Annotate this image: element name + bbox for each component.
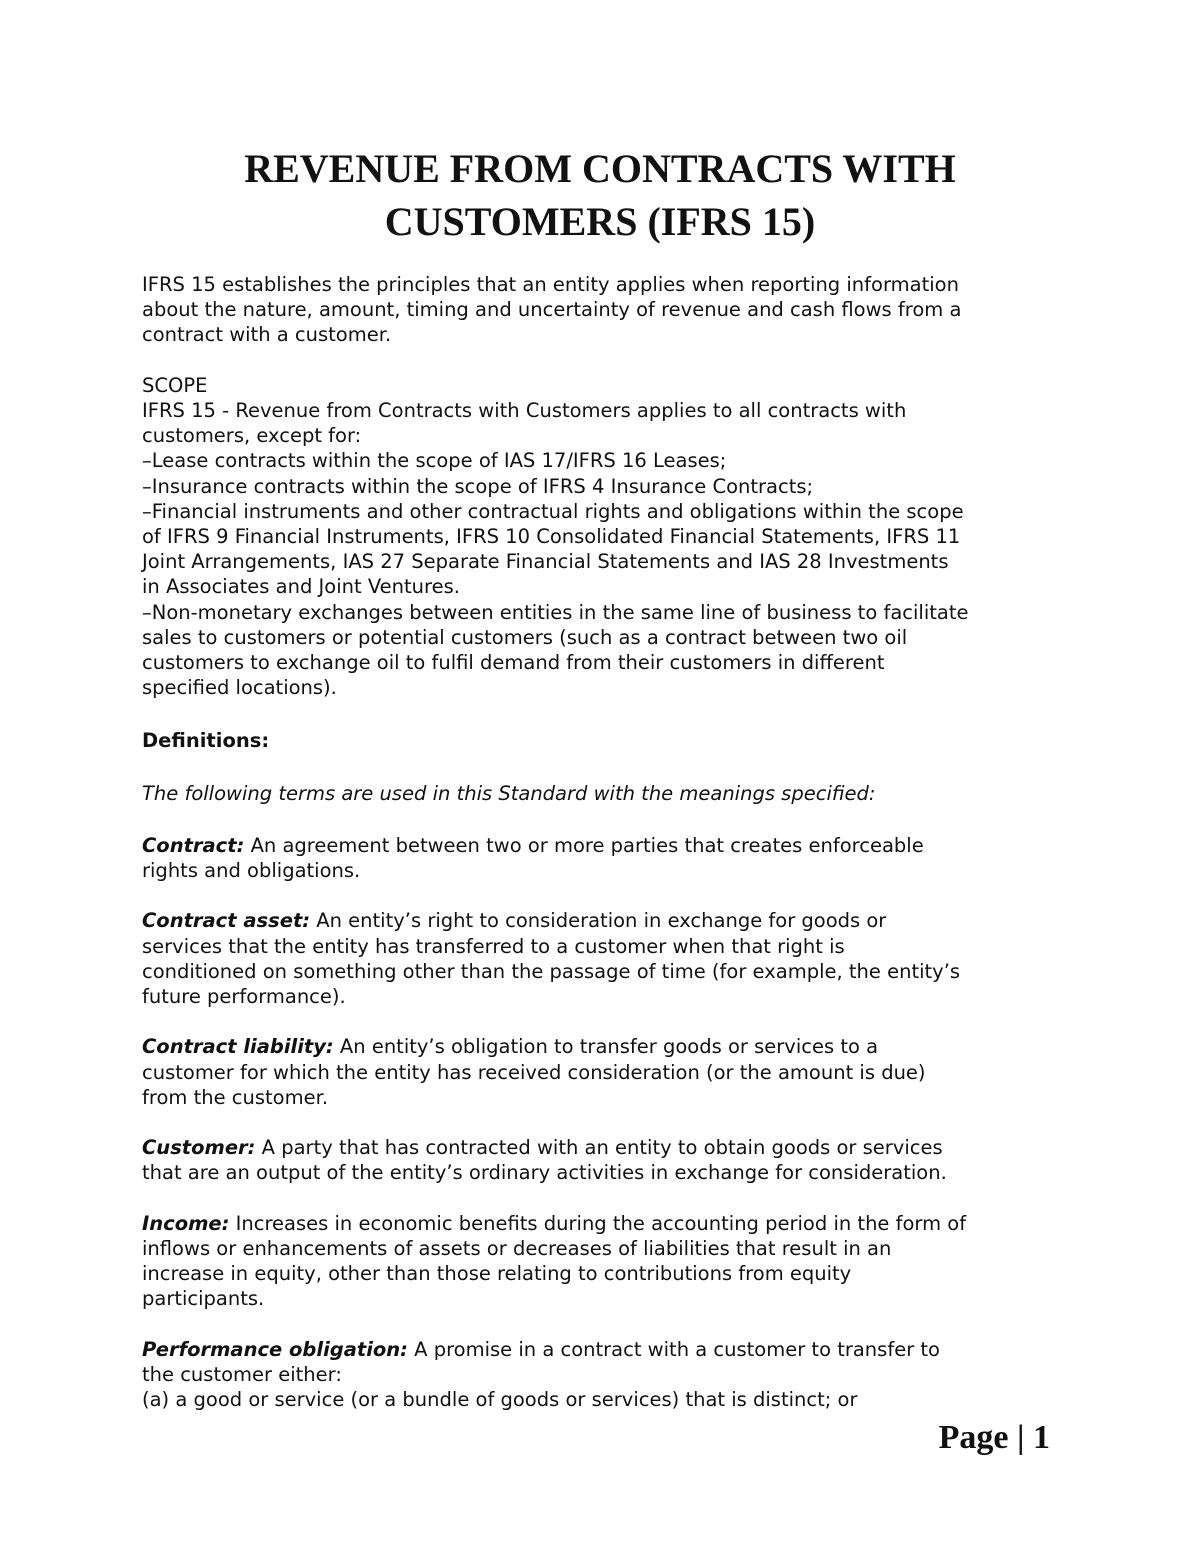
definition-term: Income: [142,1211,230,1235]
definition-text: services that the entity has transferred to a customer when that right is [142,934,845,958]
definition-text: participants. [142,1287,265,1311]
definitions-intro: The following terms are used in this Standard with the meanings specified: [142,781,876,805]
scope-line: customers to exchange oil to fulfil demand from their customers in different [142,651,885,675]
definition-text: An agreement between two or more parties that creates enforceable [244,833,924,857]
definition-text: An entity’s obligation to transfer goods or services to a [333,1035,879,1059]
page-title [0,142,1200,248]
definition-contract [142,833,1092,883]
scope-line: sales to customers or potential customers (such as a contract between two oil [142,625,908,649]
document-body [142,272,1092,1412]
page-number: Page | 1 [938,1419,1050,1456]
intro-line: IFRS 15 establishes the principles that an entity applies when reporting information [142,273,959,296]
definition-text: Increases in economic benefits during the accounting period in the form of [229,1211,967,1235]
definition-text: An entity’s right to consideration in exchange for goods or [310,909,887,933]
definition-text: future performance). [142,985,346,1009]
definition-text: rights and obligations. [142,859,361,883]
definition-text: (a) a good or service (or a bundle of goods or services) that is distinct; or [142,1388,858,1412]
definition-performance-obligation [142,1337,1092,1413]
definition-text: A promise in a contract with a customer to transfer to [407,1337,940,1361]
scope-line: IFRS 15 - Revenue from Contracts with Customers applies to all contracts with [142,399,907,422]
definitions-heading: Definitions: [142,729,270,753]
definition-term: Contract liability: [142,1035,334,1059]
scope-section [142,373,1092,701]
definition-contract-asset [142,908,1092,1009]
definition-income [142,1211,1092,1312]
scope-heading: SCOPE [142,373,208,397]
scope-line: customers, except for: [142,424,362,448]
definition-text: that are an output of the entity’s ordinary activities in exchange for consideration. [142,1161,947,1185]
definition-text: the customer either: [142,1363,342,1387]
definition-term: Contract: [142,833,245,857]
definition-contract-liability [142,1034,1092,1110]
definition-text: increase in equity, other than those relating to contributions from equity [142,1262,852,1286]
definition-text: customer for which the entity has received consideration (or the amount is due) [142,1060,926,1084]
intro-paragraph [142,272,1092,348]
scope-line: Joint Arrangements, IAS 27 Separate Financial Statements and IAS 28 Investments [142,550,949,574]
definition-term: Contract asset: [142,909,311,933]
scope-line: in Associates and Joint Ventures. [142,575,460,599]
scope-line: of IFRS 9 Financial Instruments, IFRS 10 Consolidated Financial Statements, IFRS 11 [142,525,961,549]
scope-line: –Non-monetary exchanges between entities in the same line of business to facilitate [142,600,969,624]
definition-text: from the customer. [142,1085,329,1109]
definition-customer [142,1135,1092,1185]
definition-term: Customer: [142,1136,256,1160]
definition-text: inflows or enhancements of assets or decreases of liabilities that result in an [142,1237,892,1261]
definition-text: conditioned on something other than the passage of time (for example, the entity’s [142,959,961,983]
title-line-1: REVENUE FROM CONTRACTS WITH [244,146,956,191]
scope-line: –Lease contracts within the scope of IAS 17/IFRS 16 Leases; [142,449,727,473]
scope-line: specified locations). [142,676,337,700]
title-line-2: CUSTOMERS (IFRS 15) [384,199,816,244]
scope-line: –Insurance contracts within the scope of IFRS 4 Insurance Contracts; [142,474,814,498]
definition-text: A party that has contracted with an entity to obtain goods or services [255,1136,943,1160]
scope-line: –Financial instruments and other contractual rights and obligations within the scope [142,499,964,523]
intro-line: contract with a customer. [142,323,392,347]
definition-term: Performance obligation: [142,1337,408,1361]
intro-line: about the nature, amount, timing and uncertainty of revenue and cash flows from a [142,298,962,322]
